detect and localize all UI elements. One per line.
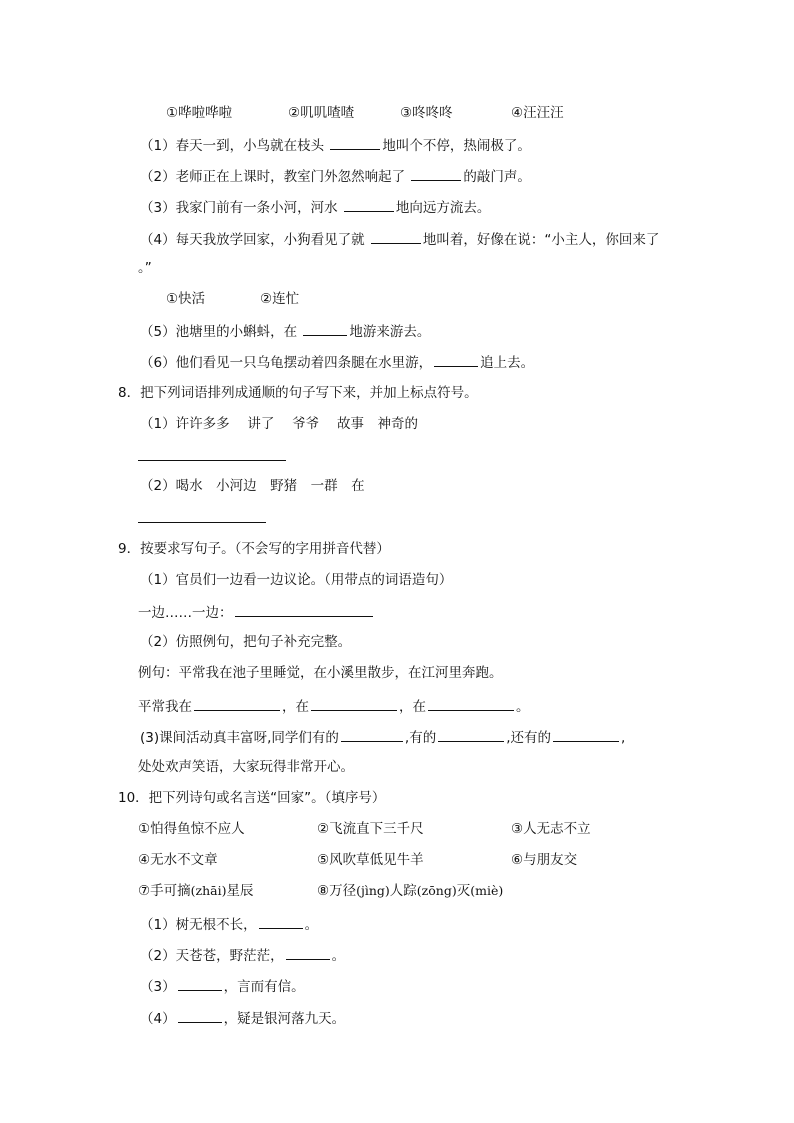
q7-item-4: （4）每天我放学回家，小狗看见了就 地叫着，好像在说：“小主人，你回来了 <box>140 229 659 249</box>
answer-blank[interactable] <box>311 696 397 711</box>
q10-item-2: （2）天苍苍，野茫茫， 。 <box>140 945 345 965</box>
q7-item-5: （5）池塘里的小蝌蚪，在 地游来游去。 <box>140 321 430 341</box>
q9-item-3-continuation: 处处欢声笑语，大家玩得非常开心。 <box>138 759 354 775</box>
q10-option-7: ⑦手可摘(zhāi)星辰 <box>138 883 254 899</box>
q9-fill-sentence: 平常我在 ，在 ，在 。 <box>138 696 530 716</box>
q10-item-1: （1）树无根不长， 。 <box>140 914 318 934</box>
answer-blank[interactable] <box>235 602 373 617</box>
option-a1: ①哗啦哗啦 <box>166 105 233 121</box>
q7-item-2: （2）老师正在上课时，教室门外忽然响起了 的敲门声。 <box>140 166 531 186</box>
option-b1: ①快活 <box>166 291 206 307</box>
option-a2: ②叽叽喳喳 <box>288 105 355 121</box>
q9-item-2: （2）仿照例句，把句子补充完整。 <box>140 634 352 650</box>
answer-blank[interactable] <box>411 166 461 181</box>
q7-item-6: （6）他们看见一只乌龟摆动着四条腿在水里游， 追上去。 <box>140 352 534 372</box>
answer-blank[interactable] <box>344 197 394 212</box>
q9-item-3: (3)课间活动真丰富呀,同学们有的 ,有的 ,还有的 , <box>140 727 625 747</box>
answer-blank[interactable] <box>434 352 478 367</box>
q7-item-1: （1）春天一到，小鸟就在枝头 地叫个不停，热闹极了。 <box>140 135 531 155</box>
q10-title: 10．把下列诗句或名言送“回家”。（填序号） <box>118 790 386 806</box>
q10-option-1: ①怕得鱼惊不应人 <box>138 821 245 837</box>
option-a4: ④汪汪汪 <box>511 105 564 121</box>
q10-option-6: ⑥与朋友交 <box>511 852 578 868</box>
q7-item-4-continuation: 。” <box>138 260 152 276</box>
q8-item-1: （1）许许多多 讲了 爷爷 故事 神奇的 <box>140 416 418 432</box>
q10-option-4: ④无水不文章 <box>138 852 218 868</box>
q10-option-2: ②飞流直下三千尺 <box>317 821 424 837</box>
answer-blank[interactable] <box>428 696 514 711</box>
q8-item-2: （2）喝水 小河边 野猪 一群 在 <box>140 478 365 494</box>
q9-example: 例句：平常我在池子里睡觉，在小溪里散步，在江河里奔跑。 <box>138 665 503 681</box>
q10-option-5: ⑤风吹草低见牛羊 <box>317 852 424 868</box>
answer-blank[interactable] <box>553 727 619 742</box>
q10-item-4: （4） ，疑是银河落九天。 <box>140 1008 345 1028</box>
q10-option-8: ⑧万径(jìng)人踪(zōng)灭(miè) <box>317 883 504 899</box>
q8-answer-line-1[interactable] <box>138 460 286 461</box>
answer-blank[interactable] <box>438 727 504 742</box>
answer-blank[interactable] <box>371 229 421 244</box>
q9-title: 9．按要求写句子。（不会写的字用拼音代替） <box>118 541 390 557</box>
option-b2: ②连忙 <box>260 291 300 307</box>
q9-item-1: （1）官员们一边看一边议论。（用带点的词语造句） <box>140 572 453 588</box>
q10-option-3: ③人无志不立 <box>511 821 591 837</box>
answer-blank[interactable] <box>178 976 222 991</box>
answer-blank[interactable] <box>194 696 280 711</box>
option-a3: ③咚咚咚 <box>400 105 453 121</box>
answer-blank[interactable] <box>303 321 347 336</box>
answer-blank[interactable] <box>259 914 303 929</box>
q8-answer-line-2[interactable] <box>138 522 266 523</box>
answer-blank[interactable] <box>286 945 330 960</box>
q7-item-3: （3）我家门前有一条小河，河水 地向远方流去。 <box>140 197 490 217</box>
q9-item-1-answer: 一边……一边： <box>138 602 375 622</box>
q10-item-3: （3） ，言而有信。 <box>140 976 305 996</box>
q8-title: 8．把下列词语排列成通顺的句子写下来，并加上标点符号。 <box>118 385 478 401</box>
answer-blank[interactable] <box>330 135 380 150</box>
answer-blank[interactable] <box>178 1008 222 1023</box>
answer-blank[interactable] <box>341 727 403 742</box>
